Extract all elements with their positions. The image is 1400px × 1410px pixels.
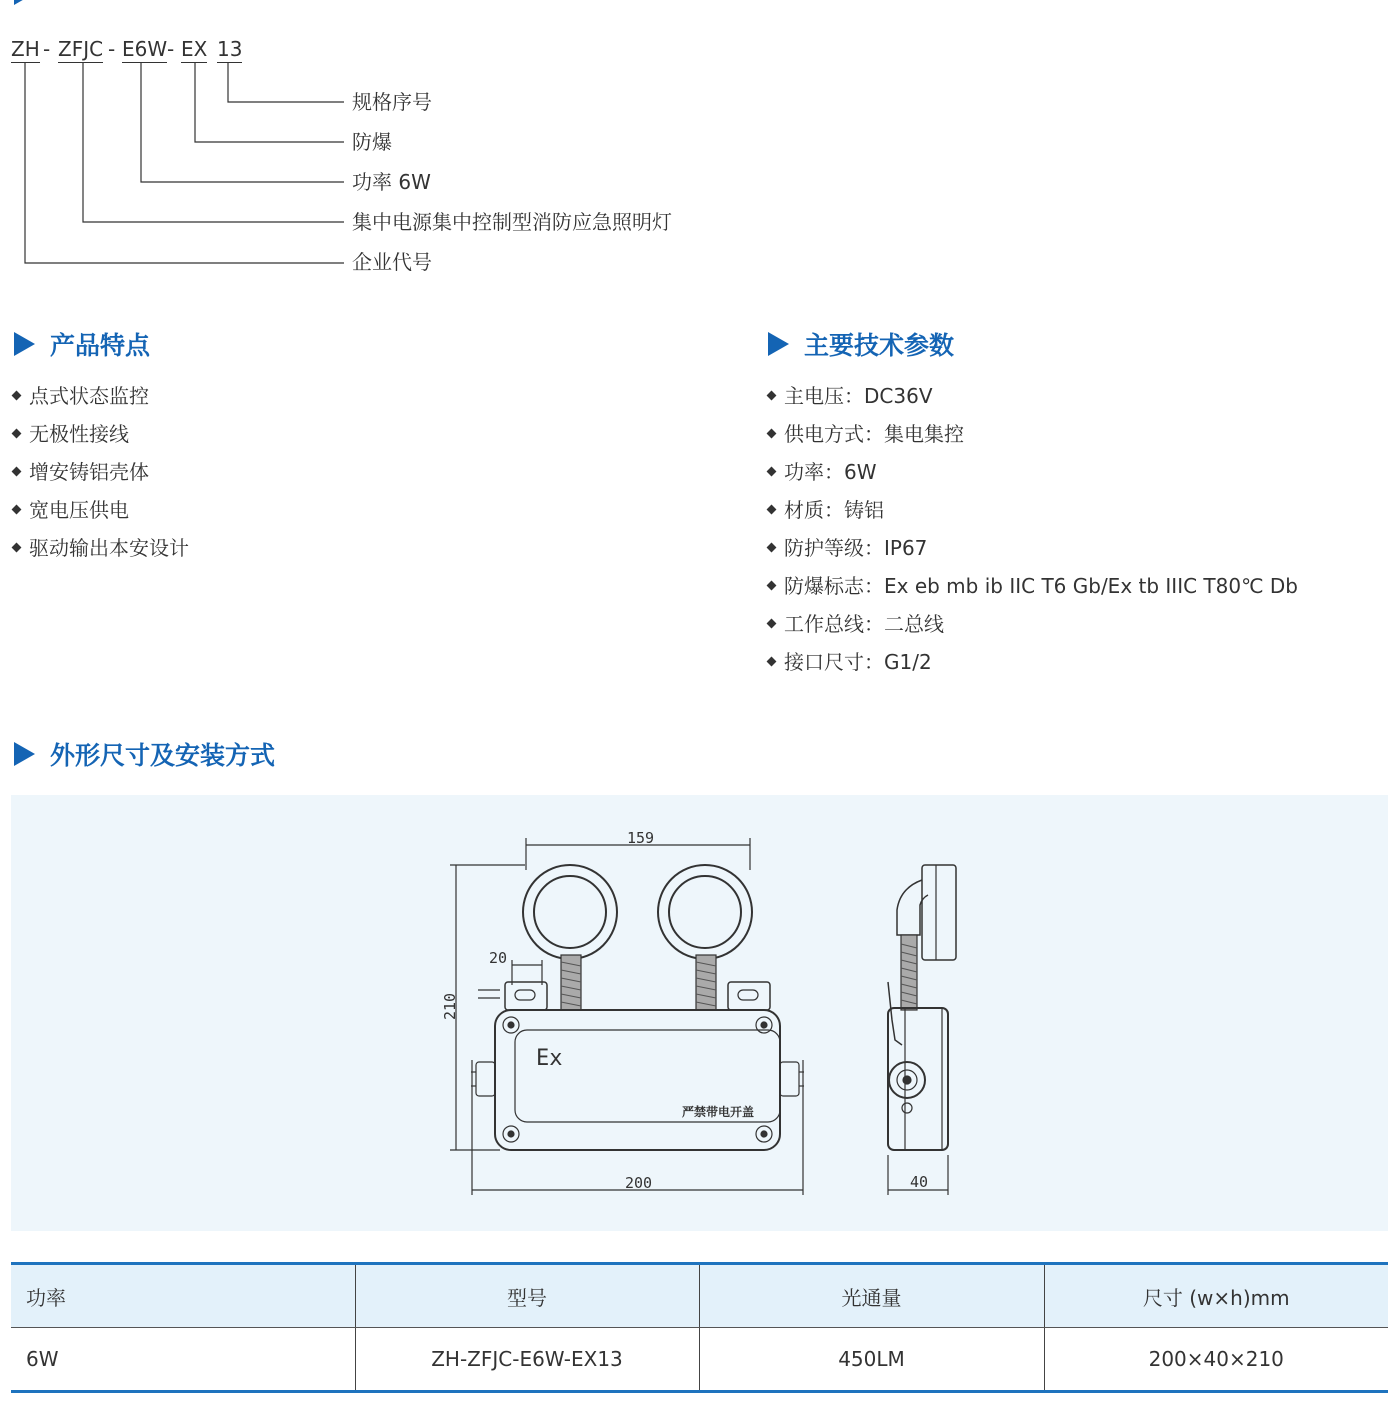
code-separator: -	[167, 37, 175, 61]
tech-params-title: 主要技术参数	[768, 326, 954, 362]
code-segment-zh: ZH	[11, 37, 40, 61]
feature-item: 宽电压供电	[11, 496, 189, 534]
table-header-row	[11, 1264, 1388, 1328]
code-connector-lines	[0, 0, 360, 280]
legend-explosion-proof: 防爆	[352, 130, 392, 154]
legend-company-code: 企业代号	[352, 250, 432, 274]
dimension-drawing	[11, 795, 1388, 1231]
tech-param-item: 防爆标志：Ex eb mb ib IIC T6 Gb/Ex tb IIIC T80℃ Db	[766, 572, 1298, 610]
triangle-icon	[14, 332, 35, 356]
feature-item: 驱动输出本安设计	[11, 534, 189, 572]
dim-bracket: 20	[489, 949, 508, 967]
dim-top-width: 159	[627, 829, 655, 847]
feature-item: 无极性接线	[11, 420, 189, 458]
header-model: 型号	[355, 1264, 699, 1328]
dimensions-title: 外形尺寸及安装方式	[14, 736, 275, 772]
header-power: 功率	[11, 1264, 355, 1328]
legend-product-type: 集中电源集中控制型消防应急照明灯	[352, 210, 672, 234]
triangle-icon	[14, 742, 35, 766]
tech-param-item: 防护等级：IP67	[766, 534, 1298, 572]
tech-params-list	[766, 382, 1298, 686]
cell-size: 200×40×210	[1044, 1328, 1388, 1392]
code-separator: -	[108, 37, 116, 61]
dimension-drawing-panel	[11, 795, 1388, 1231]
table-row	[11, 1328, 1388, 1392]
cell-model: ZH-ZFJC-E6W-EX13	[355, 1328, 699, 1392]
code-segment-serial: 13	[217, 37, 243, 61]
header-size: 尺寸 (w×h)mm	[1044, 1264, 1388, 1328]
tech-param-item: 供电方式：集电集控	[766, 420, 1298, 458]
tech-param-item: 接口尺寸：G1/2	[766, 648, 1298, 686]
cell-power: 6W	[11, 1328, 355, 1392]
code-segment-e6w: E6W	[122, 37, 168, 61]
cell-luminous-flux: 450LM	[699, 1328, 1044, 1392]
triangle-icon	[768, 332, 789, 356]
tech-param-item: 主电压：DC36V	[766, 382, 1298, 420]
dim-height: 210	[441, 992, 459, 1020]
feature-item: 增安铸铝壳体	[11, 458, 189, 496]
features-list	[11, 382, 189, 572]
feature-item: 点式状态监控	[11, 382, 189, 420]
legend-power: 功率 6W	[352, 170, 431, 194]
code-separator: -	[43, 37, 51, 61]
tech-param-item: 功率：6W	[766, 458, 1298, 496]
ex-mark: Ex	[536, 1046, 563, 1071]
legend-serial: 规格序号	[352, 90, 432, 114]
code-segment-ex: EX	[181, 37, 208, 61]
tech-param-item: 材质：铸铝	[766, 496, 1298, 534]
code-segment-zfjc: ZFJC	[58, 37, 104, 61]
tech-param-item: 工作总线：二总线	[766, 610, 1298, 648]
features-title: 产品特点	[14, 326, 150, 362]
dim-depth: 40	[910, 1173, 929, 1191]
dim-width: 200	[625, 1174, 653, 1192]
header-luminous-flux: 光通量	[699, 1264, 1044, 1328]
spec-table	[11, 1262, 1388, 1393]
warning-label: 严禁带电开盖	[682, 1105, 755, 1119]
